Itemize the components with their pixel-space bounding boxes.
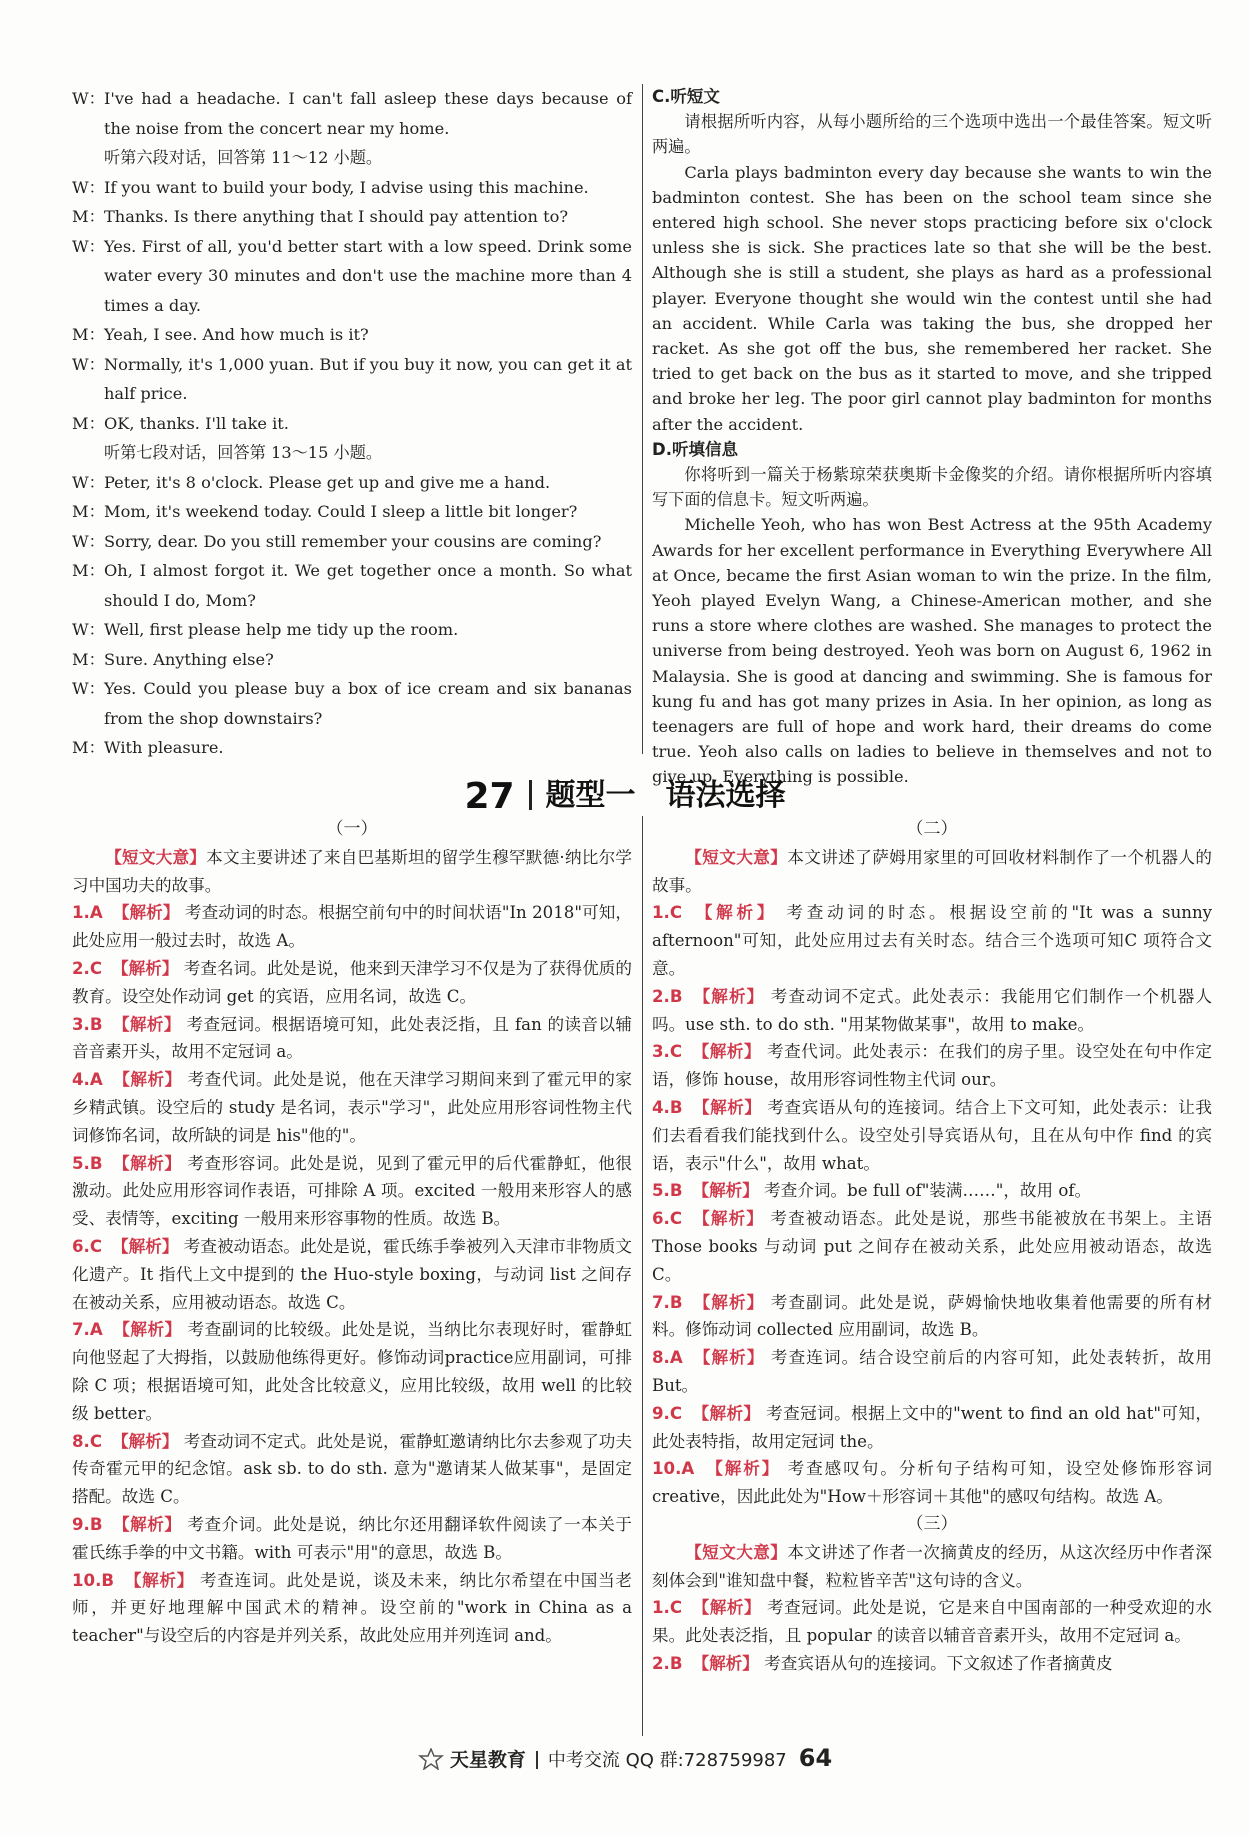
answer-item: 5.B 【解析】 考查介词。be full of"装满……"，故用 of。 xyxy=(652,1181,1092,1201)
answer-item: 1.C 【解析】 考查动词的时态。根据设空前的"It was a sunny afternoon"可知，此处应用过去有关时态。结合三个选项可知C 项符合文意。 xyxy=(652,903,1213,978)
page-number: 64 xyxy=(798,1744,833,1772)
answer-item: 8.C 【解析】 考查动词不定式。此处是说，霍静虹邀请纳比尔去参观了功夫传奇霍元甲的纪念馆。ask sb. to do sth. 意为"邀请某人做某事"，是固定搭配。故选 C。 xyxy=(72,1431,633,1507)
star-logo-icon xyxy=(418,1748,444,1775)
column-divider xyxy=(642,84,643,754)
dialogue-line: W： If you want to build your body, I advise using this machine. xyxy=(72,177,589,197)
dialogue-line: W： Yes. Could you please buy a box of ice cream and six bananas from the shop downstairs? xyxy=(72,679,632,728)
dialogue-line: M： Thanks. Is there anything that I should pay attention to? xyxy=(72,207,569,226)
part3-heading: （三） xyxy=(906,1513,958,1534)
dialogue-line: W： Sorry, dear. Do you still remember your cousins are coming? xyxy=(72,531,602,551)
answer-item: 10.A 【解析】 考查感叹句。分析句子结构可知，设空处修饰形容词 creative，因此此处为"How＋形容词＋其他"的感叹句结构。故选 A。 xyxy=(652,1459,1213,1507)
page-footer: 天星教育 中考交流 QQ 群:728759987 64 xyxy=(0,1744,1250,1775)
answer-item: 1.C 【解析】 考查冠词。此处是说，它是来自中国南部的一种受欢迎的水果。此处表泛指，且 popular 的读音以辅音音素开头，故用不定冠词 a。 xyxy=(652,1598,1213,1646)
dialogue-instruction: 听第七段对话，回答第 13～15 小题。 xyxy=(104,443,383,462)
answer-item: 2.B 【解析】 考查动词不定式。此处表示：我能用它们制作一个机器人吗。use sth. to do sth. "用某物做某事"，故用 to make。 xyxy=(652,986,1212,1034)
dialogue-line: M： Mom, it's weekend today. Could I sleep a little bit longer? xyxy=(72,502,578,521)
section-c-heading: C.听短文 xyxy=(652,87,720,106)
answer-item: 9.B 【解析】 考查介词。此处是说，纳比尔还用翻译软件阅读了一本关于霍氏练手拳的中文书籍。with 可表示"用"的意思，故选 B。 xyxy=(72,1514,633,1562)
answer-item: 2.B 【解析】 考查宾语从句的连接词。下文叙述了作者摘黄皮 xyxy=(652,1653,1113,1673)
answer-item: 3.C 【解析】 考查代词。此处表示：在我们的房子里。设空处在句中作定语，修饰 house，故用形容词性物主代词 our。 xyxy=(652,1042,1213,1090)
answer-item: 3.B 【解析】 考查冠词。根据语境可知，此处表泛指，且 fan 的读音以辅音音素开头，故用不定冠词 a。 xyxy=(72,1014,632,1062)
dialogue-line: W： Well, first please help me tidy up the room. xyxy=(72,620,459,639)
part2-heading: （二） xyxy=(906,819,958,839)
part3-summary: 【短文大意】本文讲述了作者一次摘黄皮的经历，从这次经历中作者深刻体会到"谁知盘中餐，粒粒皆辛苦"这句诗的含义。 xyxy=(652,1542,1213,1590)
footer-separator xyxy=(536,1751,538,1769)
part1-column xyxy=(72,816,632,1650)
dialogue-line: W： Peter, it's 8 o'clock. Please get up and give me a hand. xyxy=(72,472,551,492)
section-d-instruction: 你将听到一篇关于杨紫琼荣获奥斯卡金像奖的介绍。请你根据所听内容填写下面的信息卡。短文听两遍。 xyxy=(652,465,1212,510)
dialogue-line: M： Sure. Anything else? xyxy=(72,649,274,669)
answer-item: 4.A 【解析】 考查代词。此处是说，他在天津学习期间来到了霍元甲的家乡精武镇。设空后的 study 是名词，表示"学习"，此处应用形容词性物主代词修饰名词，故所缺的词是 his"他的"。 xyxy=(72,1070,633,1145)
section-c-passage: Carla plays badminton every day because she wants to win the badminton contest. She has been on the school team since she entered high school. She never stops practicing before six o'clock unless she is sick. She practices late so that she will be the best. Although she is still a student, she plays as hard as a professional player. Everyone thought she would win the contest until she had an accident. While Carla was taking the bus, she dropped her racket. As she got off the bus, she remembered her racket. She tried to get back on the bus as it started to move, and she tripped and broke her leg. The poor girl cannot play badminton for months after the accident. xyxy=(652,162,1212,434)
dialogue-line: W： I've had a headache. I can't fall asleep these days because of the noise from the concert near my home. xyxy=(72,89,632,138)
dialogue-line: M： OK, thanks. I'll take it. xyxy=(72,413,289,433)
dialogue-instruction: 听第六段对话，回答第 11～12 小题。 xyxy=(104,148,383,167)
section-d-heading: D.听填信息 xyxy=(652,439,738,459)
dialogue-line: W： Normally, it's 1,000 yuan. But if you buy it now, you can get it at half price. xyxy=(72,354,632,403)
passage-column xyxy=(652,84,1212,790)
title-bar xyxy=(529,780,532,810)
answer-item: 10.B 【解析】 考查连词。此处是说，谈及未来，纳比尔希望在中国当老师，并更好地理解中国武术的精神。设空前的"work in China as a teacher"与设空后的内容是并列关系，故此处应用并列连词 and。 xyxy=(72,1570,633,1646)
dialogue-line: M： With pleasure. xyxy=(72,738,224,757)
answer-item: 7.B 【解析】 考查副词。此处是说，萨姆愉快地收集着他需要的所有材料。修饰动词 collected 应用副词，故选 B。 xyxy=(652,1292,1212,1340)
part1-summary: 【短文大意】本文主要讲述了来自巴基斯坦的留学生穆罕默德·纳比尔学习中国功夫的故事。 xyxy=(72,847,633,895)
dialogue-line: M： Oh, I almost forgot it. We get together once a month. So what should I do, Mom? xyxy=(72,561,632,610)
section-c-instruction: 请根据所听内容，从每小题所给的三个选项中选出一个最佳答案。短文听两遍。 xyxy=(652,112,1212,157)
dialogue-column xyxy=(72,84,632,763)
dialogue-line: W： Yes. First of all, you'd better start with a low speed. Drink some water every 30 minutes and don't use the machine more than 4 times a day. xyxy=(72,236,632,315)
answer-item: 5.B 【解析】 考查形容词。此处是说，见到了霍元甲的后代霍静虹，他很激动。此处应用形容词作表语，可排除 A 项。excited 一般用来形容人的感受、表情等，exciting 一般用来形容事物的性质。故选 B。 xyxy=(72,1153,633,1229)
part2-column xyxy=(652,816,1212,1678)
page-title: 27 题型一 语法选择 xyxy=(464,776,786,817)
answer-item: 8.A 【解析】 考查连词。结合设空前后的内容可知，此处表转折，故用 But。 xyxy=(652,1348,1213,1395)
column-divider xyxy=(642,816,643,1736)
part2-summary: 【短文大意】本文讲述了萨姆用家里的可回收材料制作了一个机器人的故事。 xyxy=(652,847,1213,895)
answer-item: 2.C 【解析】 考查名词。此处是说，他来到天津学习不仅是为了获得优质的教育。设空处作动词 get 的宾语，应用名词，故选 C。 xyxy=(72,958,633,1006)
part1-heading: （一） xyxy=(326,819,378,839)
answer-item: 6.C 【解析】 考查被动语态。此处是说，那些书能被放在书架上。主语 Those books 与动词 put 之间存在被动关系，此处应用被动语态，故选 C。 xyxy=(652,1209,1212,1284)
answer-item: 6.C 【解析】 考查被动语态。此处是说，霍氏练手拳被列入天津市非物质文化遗产。It 指代上文中提到的 the Huo-style boxing，与动词 list 之间存在被动关系，应用被动语态。故选 C。 xyxy=(72,1236,633,1312)
dialogue-line: M： Yeah, I see. And how much is it? xyxy=(72,325,369,344)
section-d-passage: Michelle Yeoh, who has won Best Actress at the 95th Academy Awards for her excellent performance in Everything Everywhere All at Once, became the first Asian woman to win the prize. In the film, Yeoh played Evelyn Wang, a Chinese-American mother, and she runs a store where clothes are washed. She manages to protect the universe from being destroyed. Yeoh was born on August 6, 1962 in Malaysia. She is good at dancing and swimming. She is famous for kung fu and has got many prizes in Asia. In her opinion, as long as teenagers are full of hope and work hard, their dreams do come true. Yeoh also calls on ladies to believe in themselves and not to give up. Everything is possible. xyxy=(652,515,1212,787)
answer-item: 4.B 【解析】 考查宾语从句的连接词。结合上下文可知，此处表示：让我们去看看我们能找到什么。设空处引导宾语从句，且在从句中作 find 的宾语，表示"什么"，故用 what。 xyxy=(652,1097,1213,1173)
answer-item: 1.A 【解析】 考查动词的时态。根据空前句中的时间状语"In 2018"可知，此处应用一般过去时，故选 A。 xyxy=(72,903,633,951)
answer-item: 7.A 【解析】 考查副词的比较级。此处是说，当纳比尔表现好时，霍静虹向他竖起了大拇指，以鼓励他练得更好。修饰动词practice应用副词，可排除 C 项；根据语境可知，此处含比较意义，应用比较级，故用 well 的比较级 better。 xyxy=(72,1320,633,1423)
answer-item: 9.C 【解析】 考查冠词。根据上文中的"went to find an old hat"可知，此处表特指，故用定冠词 the。 xyxy=(652,1403,1212,1451)
